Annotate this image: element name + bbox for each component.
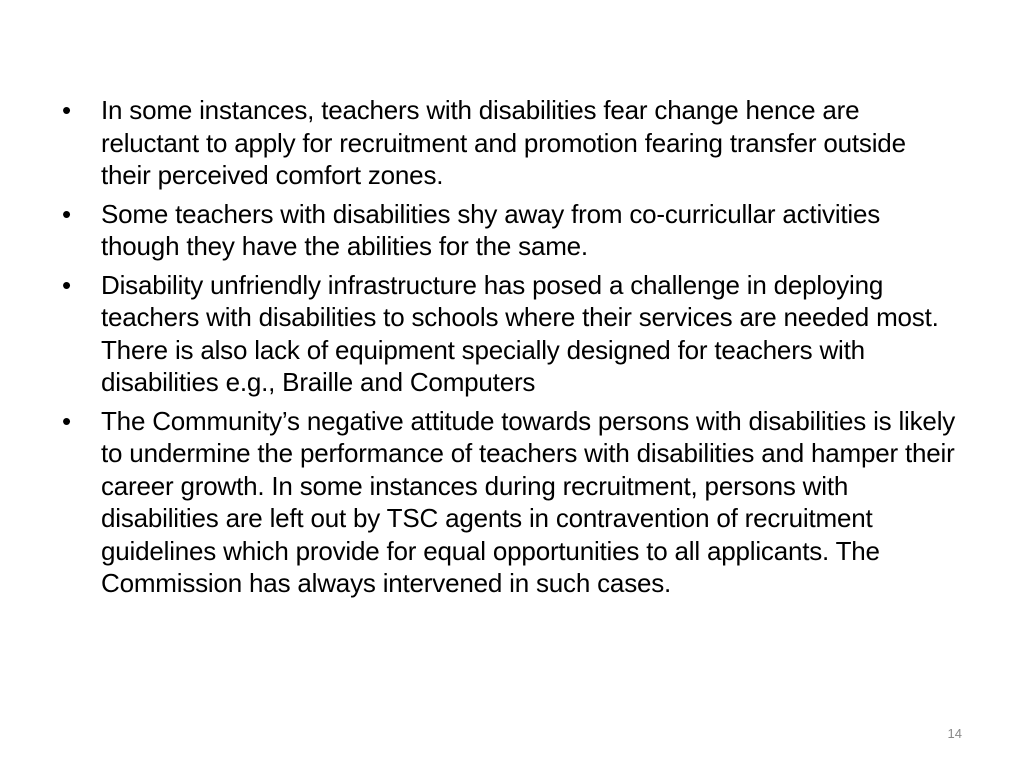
bullet-text: Some teachers with disabilities shy away from co-curricullar activities though they have the abilities for the same. (101, 198, 881, 261)
bullet-item (62, 405, 962, 600)
bullet-list (62, 94, 962, 606)
bullet-text: The Community’s negative attitude towards persons with disabilities is likely to undermine the performance of teachers with disabilities and hamper their career growth. In some instances during recruitment, persons with disabilities are left out by TSC agents in contravention of recruitment guidelines which provide for equal opportunities to all applicants. The Commission has always intervened in such cases. (101, 405, 956, 598)
slide-number: 14 (947, 726, 962, 741)
bullet-item (62, 94, 962, 192)
bullet-item (62, 269, 962, 399)
bullet-point-icon: • (62, 198, 71, 229)
bullet-point-icon: • (62, 405, 71, 436)
bullet-text: In some instances, teachers with disabilities fear change hence are reluctant to apply for recruitment and promotion fearing transfer outside their perceived comfort zones. (101, 95, 906, 190)
bullet-point-icon: • (62, 269, 71, 300)
bullet-text: Disability unfriendly infrastructure has posed a challenge in deploying teachers with disabilities to schools where their services are needed most. There is also lack of equipment specially designed for teachers with disabilities e.g., Braille and Computers (101, 269, 939, 397)
bullet-item (62, 198, 962, 263)
bullet-point-icon: • (62, 95, 71, 125)
